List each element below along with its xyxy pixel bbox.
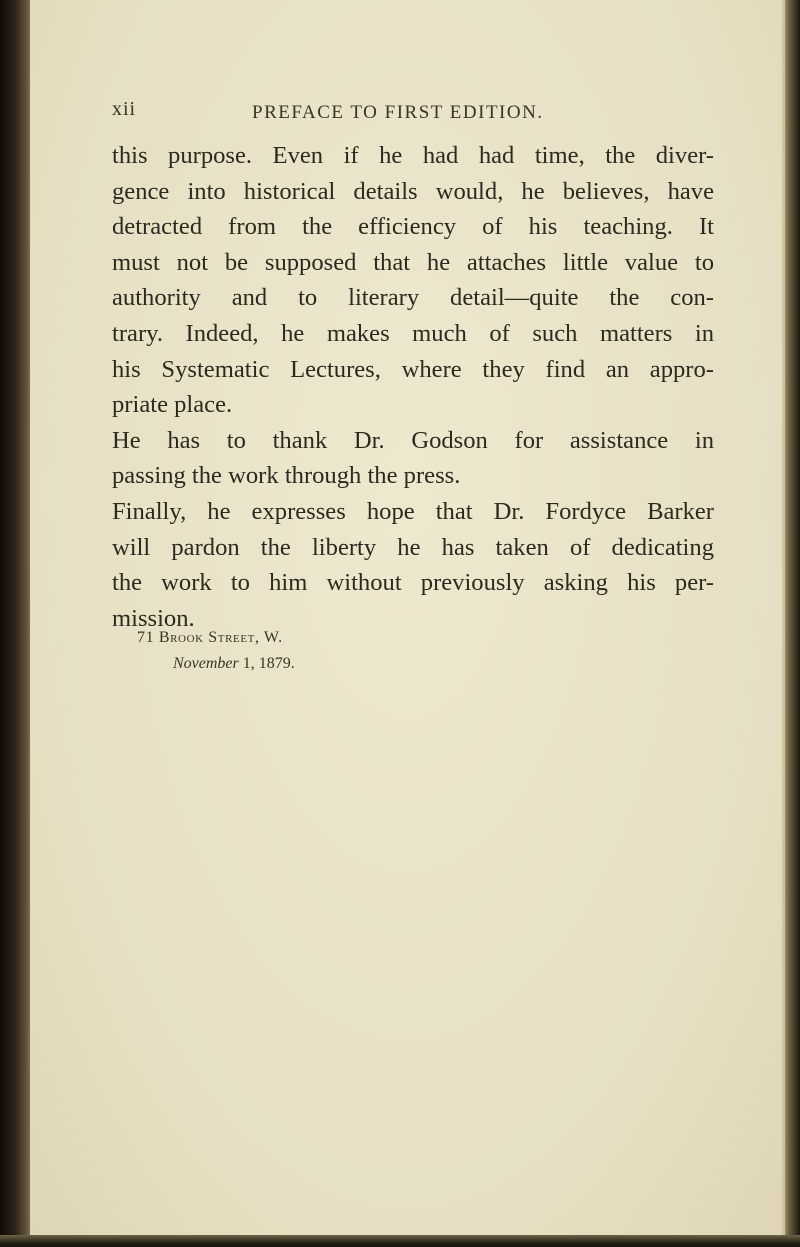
page-edge-bottom xyxy=(0,1235,800,1247)
address-number: 71 xyxy=(137,629,155,646)
signature-address xyxy=(137,625,295,651)
text-line: trary. Indeed, he makes much of such matters in xyxy=(112,319,714,347)
text-line: will pardon the liberty he has taken of dedicating xyxy=(112,533,714,561)
date-month: November xyxy=(173,655,239,672)
signature-date xyxy=(137,651,295,677)
text-line: his Systematic Lectures, where they find an appro- xyxy=(112,355,714,383)
book-page xyxy=(30,0,785,1238)
text-line: mission. xyxy=(112,604,195,632)
date-rest: 1, 1879. xyxy=(238,655,295,672)
text-line: Finally, he expresses hope that Dr. Fordyce Barker xyxy=(112,497,714,525)
text-line: this purpose. Even if he had had time, the diver- xyxy=(112,142,714,169)
text-line: detracted from the efficiency of his teaching. It xyxy=(112,213,714,241)
text-line: gence into historical details would, he believes, have xyxy=(112,177,714,205)
text-line: authority and to literary detail—quite the con- xyxy=(112,284,714,312)
running-head-title: PREFACE TO FIRST EDITION. xyxy=(252,102,544,123)
text-line: He has to thank Dr. Godson for assistance in xyxy=(112,426,714,454)
text-line: must not be supposed that he attaches little value to xyxy=(112,248,714,276)
book-binding-left xyxy=(0,0,32,1247)
body-text xyxy=(112,138,714,636)
text-line: passing the work through the press. xyxy=(112,462,461,490)
running-head xyxy=(112,98,672,128)
address-street: Brook Street, W. xyxy=(158,629,283,646)
text-line: the work to him without previously asking his per- xyxy=(112,569,714,597)
page-number: xii xyxy=(112,98,137,120)
signature-block xyxy=(137,625,295,677)
text-line: priate place. xyxy=(112,391,233,419)
